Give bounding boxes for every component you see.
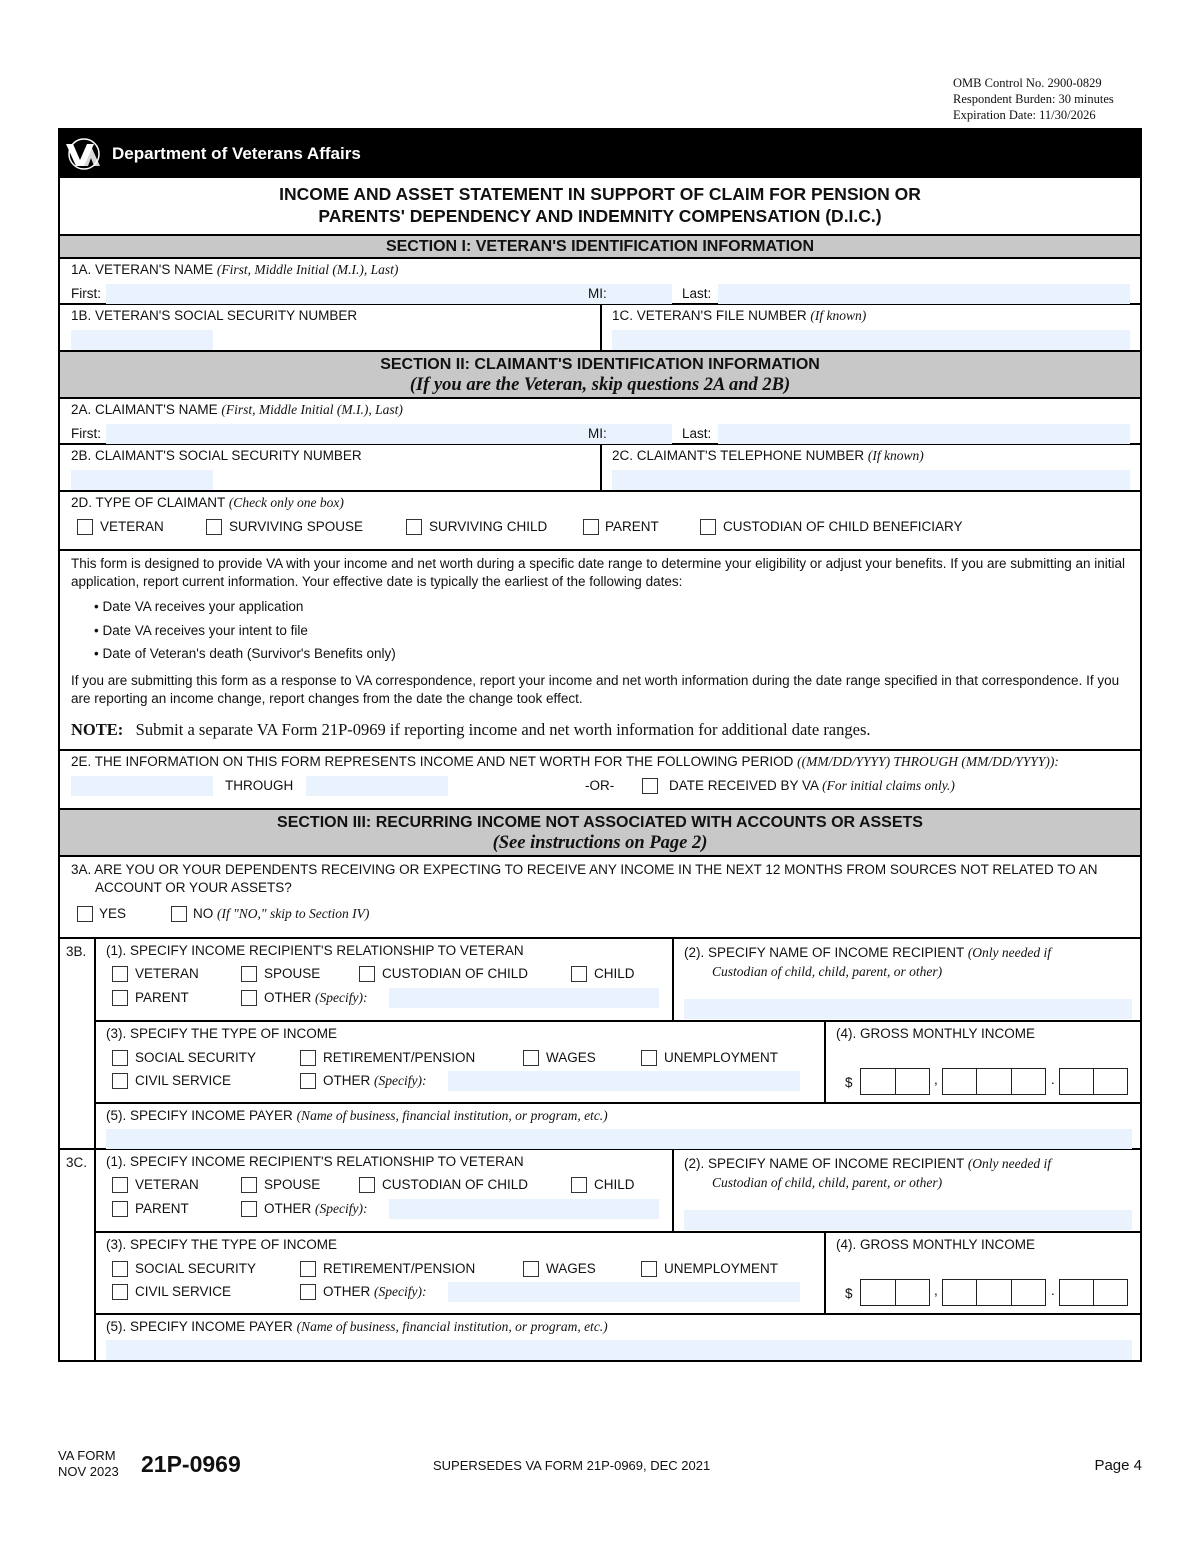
form-footer bbox=[58, 1448, 1142, 1488]
footer-form-number: 21P-0969 bbox=[141, 1451, 241, 1477]
checkbox-type-retirement[interactable] bbox=[300, 1050, 316, 1066]
recipient-name-hint: Custodian of child, child, parent, or other) bbox=[712, 964, 943, 979]
info-paragraph-2: If you are submitting this form as a response to VA correspondence, report your income and net worth information during the date range specified in that correspondence. If you are reporting an income change, report changes from the date the change took effect. bbox=[71, 673, 1120, 706]
label-income-type: (3). SPECIFY THE TYPE OF INCOME bbox=[106, 1237, 338, 1252]
label-2a: 2A. CLAIMANT'S NAME (First, Middle Initial (M.I.), Last) bbox=[71, 402, 403, 417]
rel-other-input[interactable] bbox=[389, 988, 659, 1008]
checkbox-type-social-security[interactable] bbox=[112, 1050, 128, 1066]
label-payer: (5). SPECIFY INCOME PAYER (Name of business, financial institution, or program, etc.) bbox=[106, 1108, 608, 1123]
checkbox-type-retirement[interactable] bbox=[300, 1261, 316, 1277]
row-2b-2c bbox=[60, 445, 1140, 492]
label-recipient-name: (2). SPECIFY NAME OF INCOME RECIPIENT (Only needed if bbox=[684, 1156, 1052, 1171]
checkbox-rel-spouse[interactable] bbox=[241, 1177, 257, 1193]
label-relationship: (1). SPECIFY INCOME RECIPIENT'S RELATIONSHIP TO VETERAN bbox=[106, 1154, 524, 1169]
checkbox-type-other[interactable] bbox=[300, 1284, 316, 1300]
label-date-received: DATE RECEIVED BY VA (For initial claims only.) bbox=[669, 778, 955, 793]
label-2d: 2D. TYPE OF CLAIMANT (Check only one box) bbox=[71, 495, 344, 510]
option-label: CUSTODIAN OF CHILD bbox=[382, 966, 529, 981]
income-thousands-input[interactable] bbox=[860, 1068, 930, 1095]
footer-supersedes: SUPERSEDES VA FORM 21P-0969, DEC 2021 bbox=[433, 1458, 711, 1473]
dollar-sign: $ bbox=[845, 1075, 853, 1090]
veteran-last-name-input[interactable] bbox=[718, 284, 1130, 304]
label-first: First: bbox=[71, 426, 101, 441]
label-1c: 1C. VETERAN'S FILE NUMBER (If known) bbox=[612, 308, 867, 323]
checkbox-rel-parent[interactable] bbox=[112, 990, 128, 1006]
option-label: SOCIAL SECURITY bbox=[135, 1050, 257, 1065]
option-label: PARENT bbox=[135, 1201, 189, 1216]
label-relationship: (1). SPECIFY INCOME RECIPIENT'S RELATIONSHIP TO VETERAN bbox=[106, 943, 524, 958]
omb-burden: Respondent Burden: 30 minutes bbox=[953, 92, 1114, 106]
option-label: CUSTODIAN OF CHILD bbox=[382, 1177, 529, 1192]
option-label: WAGES bbox=[546, 1261, 596, 1276]
option-label: OTHER (Specify): bbox=[264, 990, 368, 1005]
claimant-mi-input[interactable] bbox=[610, 424, 672, 444]
divider bbox=[824, 1233, 826, 1313]
option-label: VETERAN bbox=[135, 1177, 199, 1192]
checkbox-rel-parent[interactable] bbox=[112, 1201, 128, 1217]
option-label: RETIREMENT/PENSION bbox=[323, 1261, 476, 1276]
option-label: SURVIVING SPOUSE bbox=[229, 519, 364, 534]
footer-page: Page 4 bbox=[1094, 1457, 1142, 1474]
bullet-2: • Date VA receives your intent to file bbox=[94, 623, 308, 638]
option-label: SURVIVING CHILD bbox=[429, 519, 548, 534]
label-payer: (5). SPECIFY INCOME PAYER (Name of business, financial institution, or program, etc.) bbox=[106, 1319, 608, 1334]
checkbox-rel-veteran[interactable] bbox=[112, 966, 128, 982]
section-3-heading bbox=[60, 810, 1140, 857]
option-label: SPOUSE bbox=[264, 966, 321, 981]
form-title bbox=[60, 178, 1140, 236]
title-line-2: PARENTS' DEPENDENCY AND INDEMNITY COMPENSATION (D.I.C.) bbox=[318, 206, 882, 226]
comma: , bbox=[934, 1283, 938, 1298]
decimal-point: . bbox=[1051, 1283, 1055, 1298]
payer-row bbox=[96, 1315, 1140, 1360]
checkbox-type-wages[interactable] bbox=[523, 1261, 539, 1277]
income-hundreds-input[interactable] bbox=[942, 1068, 1046, 1095]
omb-expiration: Expiration Date: 11/30/2026 bbox=[953, 108, 1096, 122]
type-other-input[interactable] bbox=[448, 1071, 800, 1091]
label-income-type: (3). SPECIFY THE TYPE OF INCOME bbox=[106, 1026, 338, 1041]
income-cents-input[interactable] bbox=[1059, 1068, 1128, 1095]
label-3a-line2: ACCOUNT OR YOUR ASSETS? bbox=[95, 880, 292, 895]
checkbox-rel-other[interactable] bbox=[241, 990, 257, 1006]
label-through: THROUGH bbox=[225, 778, 294, 793]
income-hundreds-input[interactable] bbox=[942, 1279, 1046, 1306]
department-name: Department of Veterans Affairs bbox=[112, 144, 361, 163]
row-1a bbox=[60, 259, 1140, 305]
option-label: YES bbox=[99, 906, 127, 921]
title-line-1: INCOME AND ASSET STATEMENT IN SUPPORT OF CLAIM FOR PENSION OR bbox=[279, 184, 921, 204]
checkbox-rel-other[interactable] bbox=[241, 1201, 257, 1217]
row-1b-1c bbox=[60, 305, 1140, 352]
claimant-ssn-input[interactable] bbox=[71, 470, 213, 490]
block-label: 3B. bbox=[66, 944, 87, 959]
info-block bbox=[60, 551, 1140, 751]
divider bbox=[600, 445, 602, 490]
label-last: Last: bbox=[682, 426, 712, 441]
income-type-row bbox=[96, 1233, 1140, 1315]
block-label: 3C. bbox=[66, 1155, 88, 1170]
label-recipient-name: (2). SPECIFY NAME OF INCOME RECIPIENT (Only needed if bbox=[684, 945, 1052, 960]
recipient-row bbox=[96, 1150, 1140, 1233]
bullet-1: • Date VA receives your application bbox=[94, 599, 304, 614]
income-type-row bbox=[96, 1022, 1140, 1104]
option-label: CHILD bbox=[594, 966, 635, 981]
claimant-first-name-input[interactable] bbox=[106, 424, 628, 444]
label-2b: 2B. CLAIMANT'S SOCIAL SECURITY NUMBER bbox=[71, 448, 362, 463]
checkbox-type-unemployment[interactable] bbox=[641, 1050, 657, 1066]
block-3c bbox=[60, 1150, 1140, 1360]
checkbox-parent[interactable] bbox=[583, 519, 599, 535]
veteran-ssn-input[interactable] bbox=[71, 330, 213, 350]
checkbox-surviving-spouse[interactable] bbox=[206, 519, 222, 535]
section-2-heading bbox=[60, 352, 1140, 399]
option-label: OTHER (Specify): bbox=[264, 1201, 368, 1216]
recipient-name-input[interactable] bbox=[684, 1210, 1132, 1230]
option-label: UNEMPLOYMENT bbox=[664, 1261, 779, 1276]
payer-input[interactable] bbox=[106, 1129, 1132, 1149]
option-label: CUSTODIAN OF CHILD BENEFICIARY bbox=[723, 519, 963, 534]
comma: , bbox=[934, 1072, 938, 1087]
label-2c: 2C. CLAIMANT'S TELEPHONE NUMBER (If known) bbox=[612, 448, 924, 463]
claimant-phone-input[interactable] bbox=[612, 470, 1130, 490]
checkbox-type-civil-service[interactable] bbox=[112, 1284, 128, 1300]
option-label: VETERAN bbox=[135, 966, 199, 981]
option-label: NO (If "NO," skip to Section IV) bbox=[193, 906, 370, 921]
omb-control: OMB Control No. 2900-0829 bbox=[953, 76, 1102, 90]
checkbox-3a-yes[interactable] bbox=[77, 906, 93, 922]
checkbox-date-received[interactable] bbox=[642, 778, 658, 794]
label-last: Last: bbox=[682, 286, 712, 301]
recipient-name-input[interactable] bbox=[684, 999, 1132, 1019]
checkbox-rel-custodian[interactable] bbox=[359, 966, 375, 982]
checkbox-type-unemployment[interactable] bbox=[641, 1261, 657, 1277]
income-thousands-input[interactable] bbox=[860, 1279, 930, 1306]
omb-info bbox=[953, 75, 1114, 123]
dollar-sign: $ bbox=[845, 1286, 853, 1301]
option-label: CIVIL SERVICE bbox=[135, 1284, 232, 1299]
checkbox-rel-spouse[interactable] bbox=[241, 966, 257, 982]
row-2e bbox=[60, 751, 1140, 810]
period-end-input[interactable] bbox=[306, 776, 448, 796]
label-first: First: bbox=[71, 286, 101, 301]
rel-other-input[interactable] bbox=[389, 1199, 659, 1219]
label-3a-line1: 3A. ARE YOU OR YOUR DEPENDENTS RECEIVING OR EXPECTING TO RECEIVE ANY INCOME IN THE NEXT 12 MONTHS FROM SOURCES NOT RELATED TO AN bbox=[71, 862, 1098, 877]
checkbox-type-other[interactable] bbox=[300, 1073, 316, 1089]
income-cents-input[interactable] bbox=[1059, 1279, 1128, 1306]
label-or: -OR- bbox=[585, 778, 615, 793]
option-label: VETERAN bbox=[100, 519, 164, 534]
payer-input[interactable] bbox=[106, 1340, 1132, 1360]
section-2-subtitle: (If you are the Veteran, skip questions 2A and 2B) bbox=[409, 375, 791, 395]
checkbox-rel-child[interactable] bbox=[571, 966, 587, 982]
option-label: PARENT bbox=[135, 990, 189, 1005]
veteran-file-number-input[interactable] bbox=[612, 330, 1130, 350]
checkbox-rel-child[interactable] bbox=[571, 1177, 587, 1193]
option-label: CIVIL SERVICE bbox=[135, 1073, 232, 1088]
recipient-name-hint: Custodian of child, child, parent, or other) bbox=[712, 1175, 943, 1190]
info-paragraph-1: This form is designed to provide VA with your income and net worth during a specific date range to determine your eligibility or adjust your benefits. If you are submitting an initial application, report current information. Your effective date is typically the earliest of the following dates: bbox=[71, 556, 1126, 589]
row-2a bbox=[60, 399, 1140, 445]
footer-va-form: VA FORM NOV 2023 bbox=[58, 1448, 119, 1479]
section-1-heading: SECTION I: VETERAN'S IDENTIFICATION INFORMATION bbox=[60, 236, 1140, 259]
label-2e: 2E. THE INFORMATION ON THIS FORM REPRESENTS INCOME AND NET WORTH FOR THE FOLLOWING PERIOD ((MM/DD/YYYY) THROUGH (MM/DD/YYYY)): bbox=[71, 754, 1059, 769]
checkbox-type-civil-service[interactable] bbox=[112, 1073, 128, 1089]
label-1a: 1A. VETERAN'S NAME (First, Middle Initial (M.I.), Last) bbox=[71, 262, 399, 277]
section-3-title: SECTION III: RECURRING INCOME NOT ASSOCIATED WITH ACCOUNTS OR ASSETS bbox=[277, 814, 923, 831]
option-label: WAGES bbox=[546, 1050, 596, 1065]
divider bbox=[824, 1022, 826, 1102]
option-label: RETIREMENT/PENSION bbox=[323, 1050, 476, 1065]
veteran-mi-input[interactable] bbox=[610, 284, 672, 304]
form-header bbox=[60, 130, 1140, 178]
checkbox-3a-no[interactable] bbox=[171, 906, 187, 922]
payer-row bbox=[96, 1104, 1140, 1150]
option-label: PARENT bbox=[605, 519, 659, 534]
row-3a bbox=[60, 857, 1140, 939]
divider bbox=[672, 939, 674, 1020]
bullet-3: • Date of Veteran's death (Survivor's Benefits only) bbox=[94, 646, 396, 661]
label-mi: MI: bbox=[588, 286, 607, 301]
label-mi: MI: bbox=[588, 426, 607, 441]
section-3-subtitle: (See instructions on Page 2) bbox=[492, 833, 708, 853]
label-1b: 1B. VETERAN'S SOCIAL SECURITY NUMBER bbox=[71, 308, 358, 323]
divider bbox=[672, 1150, 674, 1231]
checkbox-rel-veteran[interactable] bbox=[112, 1177, 128, 1193]
label-gross-income: (4). GROSS MONTHLY INCOME bbox=[836, 1026, 1036, 1041]
option-label: OTHER (Specify): bbox=[323, 1073, 427, 1088]
va-seal-icon bbox=[64, 138, 104, 170]
option-label: SOCIAL SECURITY bbox=[135, 1261, 257, 1276]
checkbox-custodian[interactable] bbox=[700, 519, 716, 535]
veteran-first-name-input[interactable] bbox=[106, 284, 628, 304]
note: NOTE: Submit a separate VA Form 21P-0969 if reporting income and net worth information for additional date ranges. bbox=[71, 720, 871, 739]
block-3b bbox=[60, 939, 1140, 1150]
option-label: OTHER (Specify): bbox=[323, 1284, 427, 1299]
form-container bbox=[58, 128, 1142, 1362]
decimal-point: . bbox=[1051, 1072, 1055, 1087]
type-other-input[interactable] bbox=[448, 1282, 800, 1302]
option-label: UNEMPLOYMENT bbox=[664, 1050, 779, 1065]
checkbox-surviving-child[interactable] bbox=[406, 519, 422, 535]
checkbox-veteran[interactable] bbox=[77, 519, 93, 535]
recipient-row bbox=[96, 939, 1140, 1022]
section-2-title: SECTION II: CLAIMANT'S IDENTIFICATION INFORMATION bbox=[380, 356, 820, 373]
claimant-last-name-input[interactable] bbox=[718, 424, 1130, 444]
checkbox-type-wages[interactable] bbox=[523, 1050, 539, 1066]
option-label: SPOUSE bbox=[264, 1177, 321, 1192]
row-2d bbox=[60, 492, 1140, 551]
checkbox-type-social-security[interactable] bbox=[112, 1261, 128, 1277]
period-start-input[interactable] bbox=[71, 776, 213, 796]
label-gross-income: (4). GROSS MONTHLY INCOME bbox=[836, 1237, 1036, 1252]
checkbox-rel-custodian[interactable] bbox=[359, 1177, 375, 1193]
option-label: CHILD bbox=[594, 1177, 635, 1192]
divider bbox=[600, 305, 602, 350]
